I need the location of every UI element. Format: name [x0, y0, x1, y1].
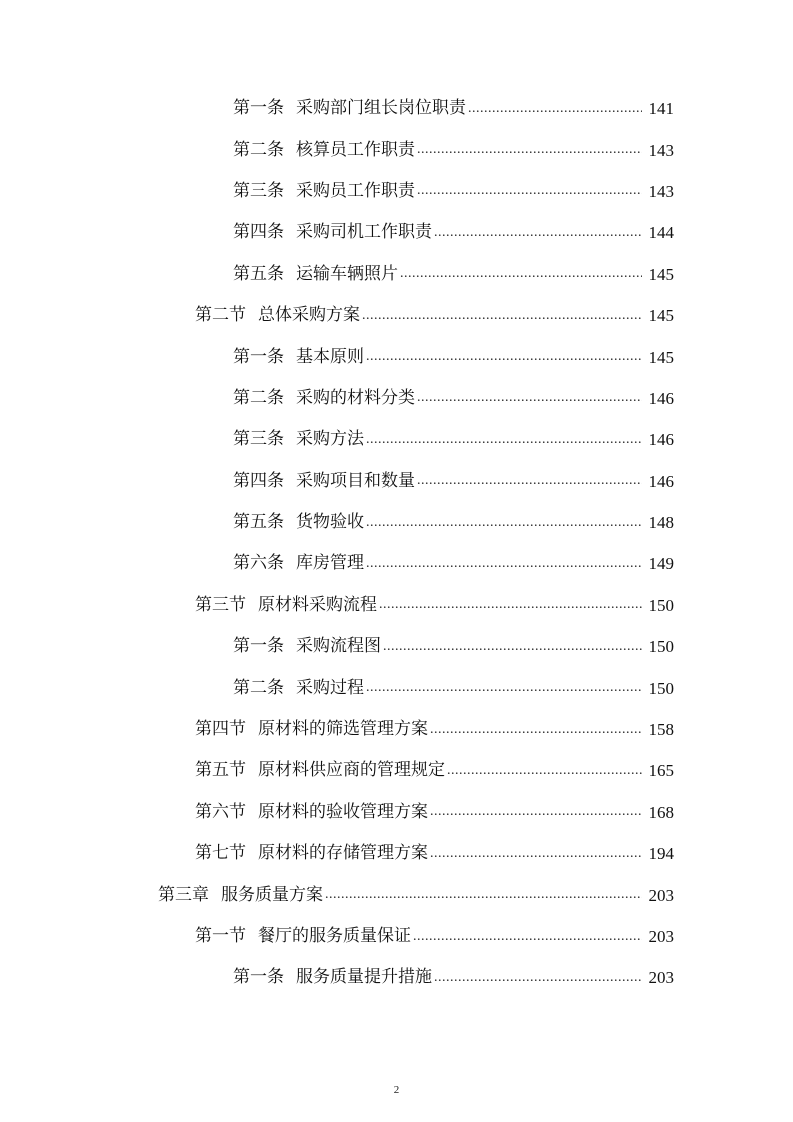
toc-entry[interactable]	[0, 129, 793, 170]
dot-leader	[366, 681, 642, 695]
toc-entry-page: 203	[648, 968, 674, 988]
dot-leader	[430, 847, 642, 861]
toc-entry-page: 168	[648, 802, 674, 822]
toc-entry[interactable]	[0, 833, 793, 874]
toc-entry-page: 145	[648, 306, 674, 326]
dot-leader	[413, 930, 642, 944]
toc-entry[interactable]	[0, 585, 793, 626]
toc-entry-title: 服务质量提升措施	[296, 967, 432, 988]
toc-entry-number: 第一条	[233, 346, 284, 367]
toc-entry-number: 第五节	[195, 760, 246, 781]
toc-entry-number: 第四条	[233, 222, 284, 243]
toc-entry[interactable]	[0, 916, 793, 957]
toc-entry-page: 150	[648, 637, 674, 657]
toc-entry-page: 146	[648, 430, 674, 450]
dot-leader	[379, 598, 642, 612]
toc-entry[interactable]	[0, 543, 793, 584]
table-of-contents	[0, 88, 793, 999]
toc-entry[interactable]	[0, 626, 793, 667]
toc-entry-number: 第一节	[195, 926, 246, 946]
toc-entry-page: 144	[648, 223, 674, 243]
toc-entry-page: 150	[648, 678, 674, 698]
toc-entry[interactable]	[0, 502, 793, 543]
toc-entry-title: 核算员工作职责	[296, 139, 415, 160]
toc-entry-number: 第四条	[233, 470, 284, 491]
toc-entry-title: 运输车辆照片	[296, 263, 398, 284]
toc-entry[interactable]	[0, 874, 793, 915]
toc-entry-title: 采购方法	[296, 429, 364, 450]
toc-entry-number: 第五条	[233, 263, 284, 284]
toc-entry-title: 总体采购方案	[258, 305, 360, 326]
toc-entry-title: 基本原则	[296, 346, 364, 367]
dot-leader	[447, 764, 642, 778]
toc-entry-number: 第三条	[233, 180, 284, 201]
toc-entry[interactable]	[0, 709, 793, 750]
toc-entry-number: 第四节	[195, 719, 246, 740]
toc-entry-number: 第三条	[233, 429, 284, 450]
dot-leader	[366, 516, 642, 530]
toc-entry[interactable]	[0, 667, 793, 708]
page-number: 2	[393, 1084, 400, 1096]
toc-entry-page: 146	[648, 471, 674, 491]
toc-entry-title: 库房管理	[296, 553, 364, 574]
toc-entry[interactable]	[0, 378, 793, 419]
toc-entry-number: 第一条	[233, 967, 284, 988]
toc-entry-page: 203	[648, 885, 674, 905]
toc-entry-number: 第二条	[233, 139, 284, 160]
toc-entry-title: 采购部门组长岗位职责	[296, 98, 466, 119]
toc-entry-page: 203	[648, 927, 674, 946]
dot-leader	[430, 805, 642, 819]
dot-leader	[325, 888, 642, 902]
toc-entry-number: 第二条	[233, 387, 284, 408]
toc-entry-title: 采购的材料分类	[296, 387, 415, 408]
dot-leader	[430, 723, 642, 737]
toc-entry-number: 第一条	[233, 636, 284, 657]
dot-leader	[417, 391, 642, 405]
toc-entry-title: 原材料的验收管理方案	[258, 801, 428, 822]
dot-leader	[468, 102, 642, 116]
dot-leader	[383, 640, 642, 654]
dot-leader	[400, 267, 642, 281]
toc-entry[interactable]	[0, 295, 793, 336]
toc-entry[interactable]	[0, 88, 793, 129]
toc-entry-page: 158	[648, 720, 674, 740]
toc-entry[interactable]	[0, 461, 793, 502]
toc-entry-page: 143	[648, 181, 674, 201]
dot-leader	[417, 184, 642, 198]
toc-entry[interactable]	[0, 957, 793, 998]
toc-entry-number: 第六条	[233, 553, 284, 574]
toc-entry[interactable]	[0, 336, 793, 377]
dot-leader	[366, 433, 642, 447]
toc-entry-page: 145	[648, 347, 674, 367]
toc-entry-title: 原材料供应商的管理规定	[258, 760, 445, 781]
toc-entry-page: 194	[648, 844, 674, 864]
toc-entry[interactable]	[0, 792, 793, 833]
toc-entry-title: 采购流程图	[296, 636, 381, 657]
toc-entry-title: 货物验收	[296, 512, 364, 533]
toc-entry-number: 第六节	[195, 801, 246, 822]
dot-leader	[434, 226, 642, 240]
toc-entry-page: 146	[648, 388, 674, 408]
toc-entry-title: 采购过程	[296, 677, 364, 698]
toc-entry-number: 第一条	[233, 98, 284, 119]
toc-entry[interactable]	[0, 254, 793, 295]
toc-entry-number: 第二节	[195, 305, 246, 326]
dot-leader	[434, 971, 642, 985]
toc-entry-page: 148	[648, 513, 674, 533]
toc-entry-page: 149	[648, 554, 674, 574]
toc-entry-page: 143	[648, 140, 674, 160]
toc-entry-page: 141	[648, 99, 674, 119]
toc-entry[interactable]	[0, 419, 793, 460]
toc-entry[interactable]	[0, 171, 793, 212]
dot-leader	[417, 474, 642, 488]
toc-entry-title: 采购员工作职责	[296, 180, 415, 201]
toc-entry-page: 145	[648, 264, 674, 284]
toc-entry[interactable]	[0, 212, 793, 253]
dot-leader	[366, 557, 642, 571]
toc-entry-page: 150	[648, 595, 674, 615]
toc-entry-number: 第五条	[233, 512, 284, 533]
dot-leader	[366, 350, 642, 364]
toc-entry-title: 原材料的筛选管理方案	[258, 719, 428, 740]
toc-entry-title: 原材料的存储管理方案	[258, 843, 428, 864]
toc-entry-title: 采购司机工作职责	[296, 222, 432, 243]
toc-entry-page: 165	[648, 761, 674, 781]
toc-entry-number: 第七节	[195, 843, 246, 864]
toc-entry-number: 第三章	[158, 884, 209, 905]
toc-entry-title: 原材料采购流程	[258, 594, 377, 615]
dot-leader	[362, 309, 642, 323]
toc-entry-number: 第二条	[233, 677, 284, 698]
toc-entry-title: 餐厅的服务质量保证	[258, 926, 411, 946]
toc-entry[interactable]	[0, 750, 793, 791]
dot-leader	[417, 143, 642, 157]
toc-entry-title: 采购项目和数量	[296, 470, 415, 491]
toc-entry-number: 第三节	[195, 594, 246, 615]
toc-entry-title: 服务质量方案	[221, 884, 323, 905]
